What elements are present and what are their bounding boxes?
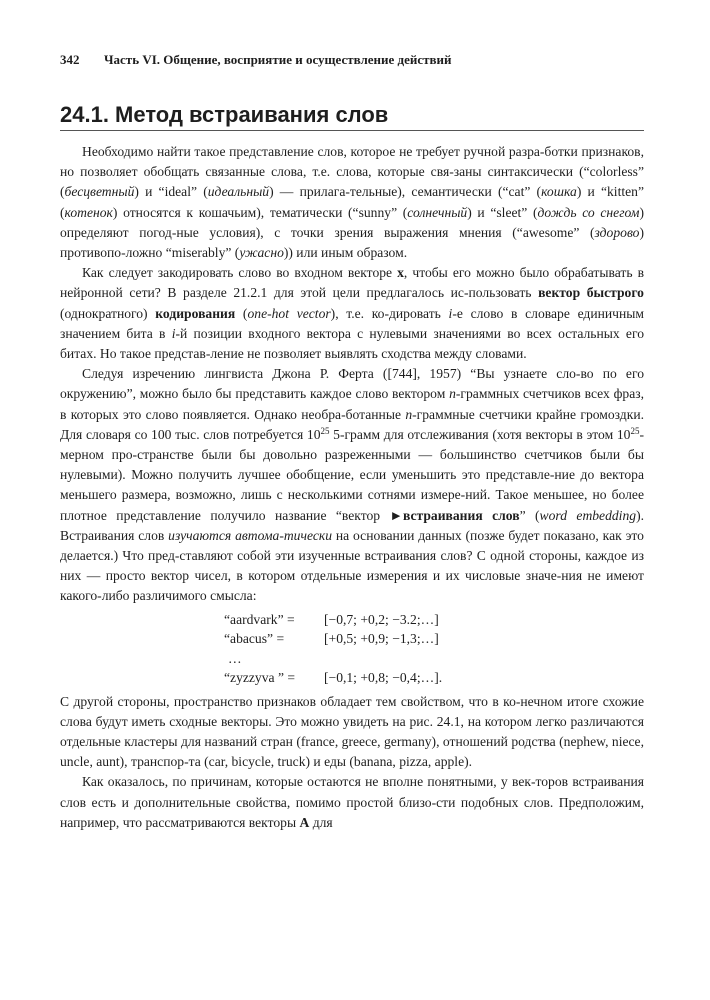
embedding-row [224, 610, 644, 630]
embedding-ellipsis: … [228, 650, 242, 666]
embedding-row [224, 668, 644, 688]
text-run: ), т.е. ко-дировать [330, 305, 449, 321]
superscript: 25 [630, 425, 640, 436]
bold-term: вектор быстрого [538, 285, 644, 301]
text-run: (однократного) [60, 305, 156, 321]
embedding-vector: [−0,1; +0,8; −0,4;…]. [324, 670, 443, 686]
running-header [60, 52, 650, 68]
italic-gloss: дождь со снегом [537, 204, 640, 220]
text-run: -граммные счетчики крайне громоздки. Для словаря со 100 тыс. слов потребуется 10 [60, 406, 645, 442]
paragraph-4: С другой стороны, пространство признаков обладает тем свойством, что в ко-нечном итоге схожие слова будут иметь сходные векторы. Это можно увидеть на рис. 24.1, на котором легко различаются отдельные кластеры для названий стран (france, greece, germany), отношений родства (nephew, niece, uncle, aunt), транспор-та (car, bicycle, truck) и еды (banana, pizza, apple). [60, 693, 644, 770]
embedding-word: “abacus” = [224, 631, 285, 647]
page-number: 342 [60, 52, 80, 67]
paragraph-1 [60, 142, 644, 263]
text-run: 5-грамм для отслеживания (хотя векторы в этом 10 [329, 426, 631, 442]
italic-term: word embedding [539, 507, 637, 523]
bold-term: ►встраивания слов [389, 507, 520, 523]
embedding-word: “aardvark” = [224, 611, 295, 627]
italic-gloss: котенок [64, 204, 113, 220]
text-run: ) определяют погод-ные условия), с точки зрения выражения мнения (“awesome” ( [60, 204, 644, 240]
section-title: 24.1. Метод встраивания слов [60, 102, 389, 127]
text-run: для [309, 814, 333, 830]
text-run: ) и “ideal” ( [134, 184, 208, 200]
text-run: ). Встраивания слов [60, 507, 644, 543]
text-run: , чтобы его можно было обрабатывать в нейронной сети? В разделе 21.2.1 для этой цели предлагалось ис-пользовать [60, 265, 644, 301]
text-run: ” ( [519, 507, 540, 523]
italic-gloss: ужасно [239, 245, 284, 261]
italic-variable: i [171, 325, 176, 341]
text-run: на основании данных (позже будет показано, как это делается.) Что пред-ставляют собой эти изученные встраивания слов? С одной стороны, каждое из них — просто вектор чисел, в котором отдельные измерения и их числовые значе-ния не имеют какого-либо различимого смысла: [60, 527, 644, 604]
embedding-vector: [+0,5; +0,9; −1,3;…] [324, 631, 439, 647]
bold-term: кодирования [155, 305, 236, 321]
italic-gloss: кошка [541, 184, 577, 200]
embedding-row [224, 629, 644, 649]
section-title-rule [60, 130, 644, 131]
superscript: 25 [320, 425, 330, 436]
italic-gloss: здорово [594, 224, 640, 240]
text-run: ) — прилага-тельные), семантически (“cat” ( [269, 184, 542, 200]
embedding-examples [224, 610, 644, 688]
body-text [60, 142, 644, 833]
paragraph-2 [60, 263, 644, 364]
italic-term: one-hot vector [247, 305, 331, 321]
italic-gloss: солнечный [407, 204, 468, 220]
text-run: -граммных счетчиков всех фраз, в которых это слово появляется. Однако необра-ботанные [60, 386, 645, 422]
text-run: )) или иным образом. [283, 245, 408, 261]
text-run: Следуя изречению лингвиста Джона Р. Ферта ([744], 1957) “Вы узнаете сло-во по его окружению”, можно было бы представить каждое слово вектором [60, 366, 644, 402]
text-run: Необходимо найти такое представление слов, которое не требует ручной разра-ботки признаков, но позволяет обобщать связанные слова, т.е. слова, которые свя-заны синтаксически (“colorless” ( [60, 144, 644, 200]
text-run: -й позиции входного вектора с нулевыми значениями во всех остальных его битах. Но такое представ-ление не позволяет выявлять сходства между словами. [60, 325, 645, 362]
italic-emphasis: изучаются автома-тически [168, 527, 333, 543]
text-run: Как следует закодировать слово во входном векторе [82, 265, 398, 281]
paragraph-5 [60, 772, 644, 833]
text-run: ) противопо-ложно “miserably” ( [60, 224, 644, 261]
embedding-vector: [−0,7; +0,2; −3.2;…] [324, 611, 439, 627]
embedding-word: “zyzzyva ” = [224, 670, 296, 686]
part-title: Часть VI. Общение, восприятие и осуществление действий [104, 52, 452, 67]
text-run: -мерном про-странстве были бы довольно разреженными — большинство счетчиков были бы нулевыми). Можно получить лучшее обобщение, если уменьшить это представле-ние до вектора меньшего размера, возможно, лишь с несколькими сотнями измере-ний. Такое меньшее, но более плотное представление получило название “вектор [60, 426, 644, 523]
text-run: -е слово в словаре единичным значением бита в [60, 305, 645, 341]
text-run: ) и “sleet” ( [467, 204, 538, 220]
bold-term: x [397, 265, 404, 281]
bold-variable: A [299, 814, 310, 830]
italic-variable: i [448, 305, 453, 321]
italic-variable: n [405, 406, 413, 422]
italic-gloss: бесцветный [64, 184, 135, 200]
paragraph-3 [60, 364, 644, 606]
text-run: ) и “kitten” ( [60, 184, 644, 220]
italic-gloss: идеальный [207, 184, 270, 200]
italic-variable: n [449, 386, 456, 402]
text-run: ) относятся к кошачьим), тематически (“sunny” ( [112, 204, 408, 220]
text-run: ( [235, 305, 248, 321]
text-run: Как оказалось, по причинам, которые остаются не вполне понятными, у век-торов встраивания слов есть и дополнительные свойства, помимо простой близо-сти подобных слов. Предположим, например, что рассматриваются векторы [60, 774, 644, 830]
